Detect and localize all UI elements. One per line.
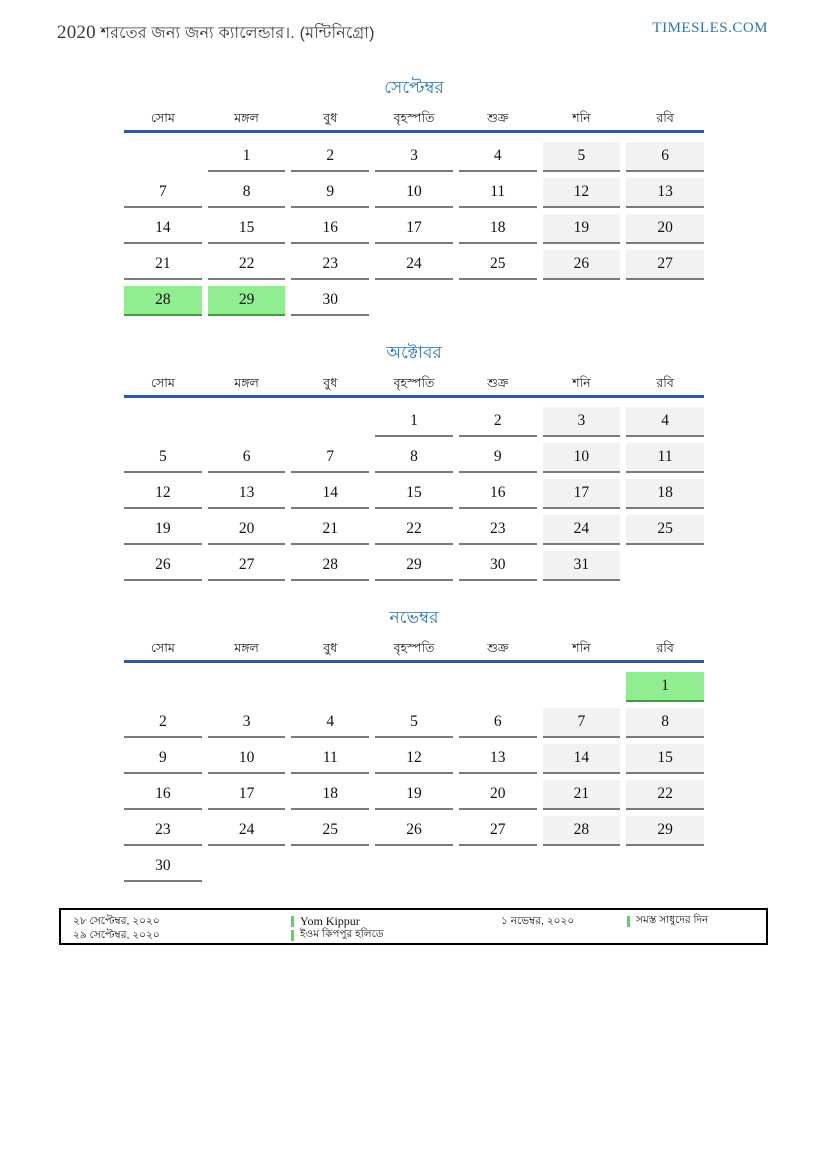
day-cell: 17 (375, 214, 453, 244)
day-cell: 28 (124, 286, 202, 316)
week-row (124, 816, 704, 846)
day-cell: 16 (291, 214, 369, 244)
empty-cell (291, 407, 369, 437)
day-cell: 16 (124, 780, 202, 810)
day-cell: 25 (459, 250, 537, 280)
day-cell: 29 (208, 286, 286, 316)
page-title-text: শরতের জন্য জন্য ক্যালেন্ডার।. (মন্টিনিগ্রো) (100, 25, 375, 42)
legend-marker-icon (291, 930, 294, 941)
day-cell: 27 (459, 816, 537, 846)
empty-cell (543, 852, 621, 882)
day-cell: 4 (291, 708, 369, 738)
week-row (124, 286, 704, 316)
month-title: নভেম্বর (389, 608, 439, 627)
day-cell: 8 (626, 708, 704, 738)
legend-labels-group2 (627, 914, 708, 928)
day-cell: 14 (291, 479, 369, 509)
empty-cell (459, 286, 537, 316)
empty-cell (208, 407, 286, 437)
day-cell: 8 (208, 178, 286, 208)
day-cell: 1 (626, 672, 704, 702)
day-cell: 23 (459, 515, 537, 545)
legend-date: ২৯ সেপ্টেম্বর, ২০২০ (73, 929, 160, 941)
empty-cell (375, 286, 453, 316)
day-cell: 30 (124, 852, 202, 882)
day-cell: 1 (375, 407, 453, 437)
empty-cell (626, 852, 704, 882)
day-cell: 18 (291, 780, 369, 810)
weekday-label: বৃহস্পতি (393, 111, 435, 125)
legend-label: Yom Kippur (300, 913, 360, 928)
weekday-label: রবি (656, 641, 674, 655)
empty-cell (459, 852, 537, 882)
week-row (124, 178, 704, 208)
empty-cell (543, 286, 621, 316)
day-cell: 9 (291, 178, 369, 208)
header-rule (124, 395, 704, 398)
day-cell: 20 (459, 780, 537, 810)
weekday-label: শুক্র (487, 376, 509, 390)
day-cell: 11 (291, 744, 369, 774)
day-cell: 13 (459, 744, 537, 774)
day-cell: 9 (124, 744, 202, 774)
day-cell: 14 (124, 214, 202, 244)
day-cell: 22 (208, 250, 286, 280)
empty-cell (291, 672, 369, 702)
day-cell: 2 (291, 142, 369, 172)
weekday-header-row (124, 110, 704, 130)
day-cell: 18 (459, 214, 537, 244)
week-row (124, 407, 704, 437)
week-row (124, 515, 704, 545)
day-cell: 29 (626, 816, 704, 846)
weekday-label: মঙ্গল (234, 376, 259, 390)
weekday-label: শুক্র (487, 641, 509, 655)
day-cell: 19 (375, 780, 453, 810)
day-cell: 24 (208, 816, 286, 846)
legend-marker-icon (291, 916, 294, 927)
day-cell: 3 (208, 708, 286, 738)
page-header (0, 0, 827, 47)
day-cell: 3 (543, 407, 621, 437)
day-cell: 5 (375, 708, 453, 738)
day-cell: 13 (208, 479, 286, 509)
weekday-header-row (124, 640, 704, 660)
day-cell: 25 (291, 816, 369, 846)
week-row (124, 479, 704, 509)
day-cell: 10 (543, 443, 621, 473)
website-link[interactable]: TIMESLES.COM (652, 20, 768, 36)
day-cell: 3 (375, 142, 453, 172)
day-cell: 27 (208, 551, 286, 581)
day-cell: 7 (543, 708, 621, 738)
empty-cell (124, 672, 202, 702)
day-cell: 26 (124, 551, 202, 581)
empty-cell (626, 551, 704, 581)
empty-cell (124, 407, 202, 437)
empty-cell (208, 852, 286, 882)
day-cell: 29 (375, 551, 453, 581)
day-cell: 23 (291, 250, 369, 280)
day-cell: 21 (543, 780, 621, 810)
weekday-label: শনি (572, 376, 591, 390)
empty-cell (459, 672, 537, 702)
weekday-header-row (124, 375, 704, 395)
day-cell: 21 (291, 515, 369, 545)
day-cell: 8 (375, 443, 453, 473)
month-section (124, 340, 704, 581)
weekday-label: মঙ্গল (234, 641, 259, 655)
empty-cell (208, 672, 286, 702)
day-cell: 12 (375, 744, 453, 774)
day-cell: 2 (459, 407, 537, 437)
week-row (124, 780, 704, 810)
legend-label: সমস্ত সাধুদের দিন (636, 913, 709, 926)
day-cell: 5 (124, 443, 202, 473)
month-section (124, 75, 704, 316)
day-cell: 1 (208, 142, 286, 172)
legend-box (59, 908, 768, 945)
day-cell: 7 (124, 178, 202, 208)
day-cell: 26 (543, 250, 621, 280)
weekday-label: বৃহস্পতি (393, 376, 435, 390)
weekday-label: শনি (572, 111, 591, 125)
day-cell: 30 (459, 551, 537, 581)
day-cell: 27 (626, 250, 704, 280)
week-row (124, 142, 704, 172)
week-row (124, 744, 704, 774)
day-cell: 10 (208, 744, 286, 774)
header-rule (124, 660, 704, 663)
week-row (124, 443, 704, 473)
day-cell: 26 (375, 816, 453, 846)
day-cell: 17 (208, 780, 286, 810)
day-cell: 15 (375, 479, 453, 509)
weekday-label: বুধ (323, 111, 338, 125)
week-row (124, 672, 704, 702)
day-cell: 24 (543, 515, 621, 545)
legend-date: ১ নভেম্বর, ২০২০ (501, 915, 575, 927)
day-cell: 4 (626, 407, 704, 437)
day-cell: 24 (375, 250, 453, 280)
legend-marker-icon (627, 916, 630, 927)
week-row (124, 214, 704, 244)
day-cell: 6 (626, 142, 704, 172)
day-cell: 25 (626, 515, 704, 545)
day-cell: 28 (543, 816, 621, 846)
page-title-year: 2020 (57, 22, 96, 43)
legend-date: ২৮ সেপ্টেম্বর, ২০২০ (73, 915, 160, 927)
legend-label: ইওম কিপপুর হলিডে (300, 927, 384, 940)
day-cell: 4 (459, 142, 537, 172)
weekday-label: বুধ (323, 641, 338, 655)
empty-cell (124, 142, 202, 172)
legend-dates-group1 (73, 914, 160, 942)
empty-cell (375, 672, 453, 702)
day-cell: 28 (291, 551, 369, 581)
day-cell: 10 (375, 178, 453, 208)
weekday-label: সোম (150, 111, 175, 125)
day-cell: 5 (543, 142, 621, 172)
months (124, 75, 704, 882)
day-cell: 9 (459, 443, 537, 473)
day-cell: 23 (124, 816, 202, 846)
weekday-label: মঙ্গল (234, 111, 259, 125)
day-cell: 13 (626, 178, 704, 208)
week-row (124, 708, 704, 738)
day-cell: 22 (375, 515, 453, 545)
day-cell: 12 (543, 178, 621, 208)
page-title (57, 20, 375, 47)
legend-dates-group2 (501, 914, 574, 928)
week-row (124, 250, 704, 280)
month-section (124, 605, 704, 882)
month-title: সেপ্টেম্বর (384, 78, 444, 97)
day-cell: 20 (208, 515, 286, 545)
day-cell: 19 (543, 214, 621, 244)
day-cell: 22 (626, 780, 704, 810)
day-cell: 14 (543, 744, 621, 774)
weekday-label: রবি (656, 111, 674, 125)
empty-cell (543, 672, 621, 702)
day-cell: 17 (543, 479, 621, 509)
day-cell: 6 (208, 443, 286, 473)
day-cell: 6 (459, 708, 537, 738)
day-cell: 19 (124, 515, 202, 545)
header-rule (124, 130, 704, 133)
weekday-label: শুক্র (487, 111, 509, 125)
empty-cell (291, 852, 369, 882)
weekday-label: সোম (150, 376, 175, 390)
weekday-label: বৃহস্পতি (393, 641, 435, 655)
weekday-label: বুধ (323, 376, 338, 390)
day-cell: 11 (459, 178, 537, 208)
day-cell: 18 (626, 479, 704, 509)
empty-cell (626, 286, 704, 316)
weekday-label: সোম (150, 641, 175, 655)
day-cell: 31 (543, 551, 621, 581)
month-title: অক্টোবর (386, 343, 442, 362)
legend-labels-group1 (291, 914, 384, 942)
day-cell: 21 (124, 250, 202, 280)
day-cell: 30 (291, 286, 369, 316)
day-cell: 15 (626, 744, 704, 774)
week-row (124, 852, 704, 882)
weekday-label: রবি (656, 376, 674, 390)
day-cell: 11 (626, 443, 704, 473)
day-cell: 20 (626, 214, 704, 244)
empty-cell (375, 852, 453, 882)
week-row (124, 551, 704, 581)
day-cell: 16 (459, 479, 537, 509)
day-cell: 2 (124, 708, 202, 738)
weekday-label: শনি (572, 641, 591, 655)
day-cell: 12 (124, 479, 202, 509)
day-cell: 15 (208, 214, 286, 244)
day-cell: 7 (291, 443, 369, 473)
